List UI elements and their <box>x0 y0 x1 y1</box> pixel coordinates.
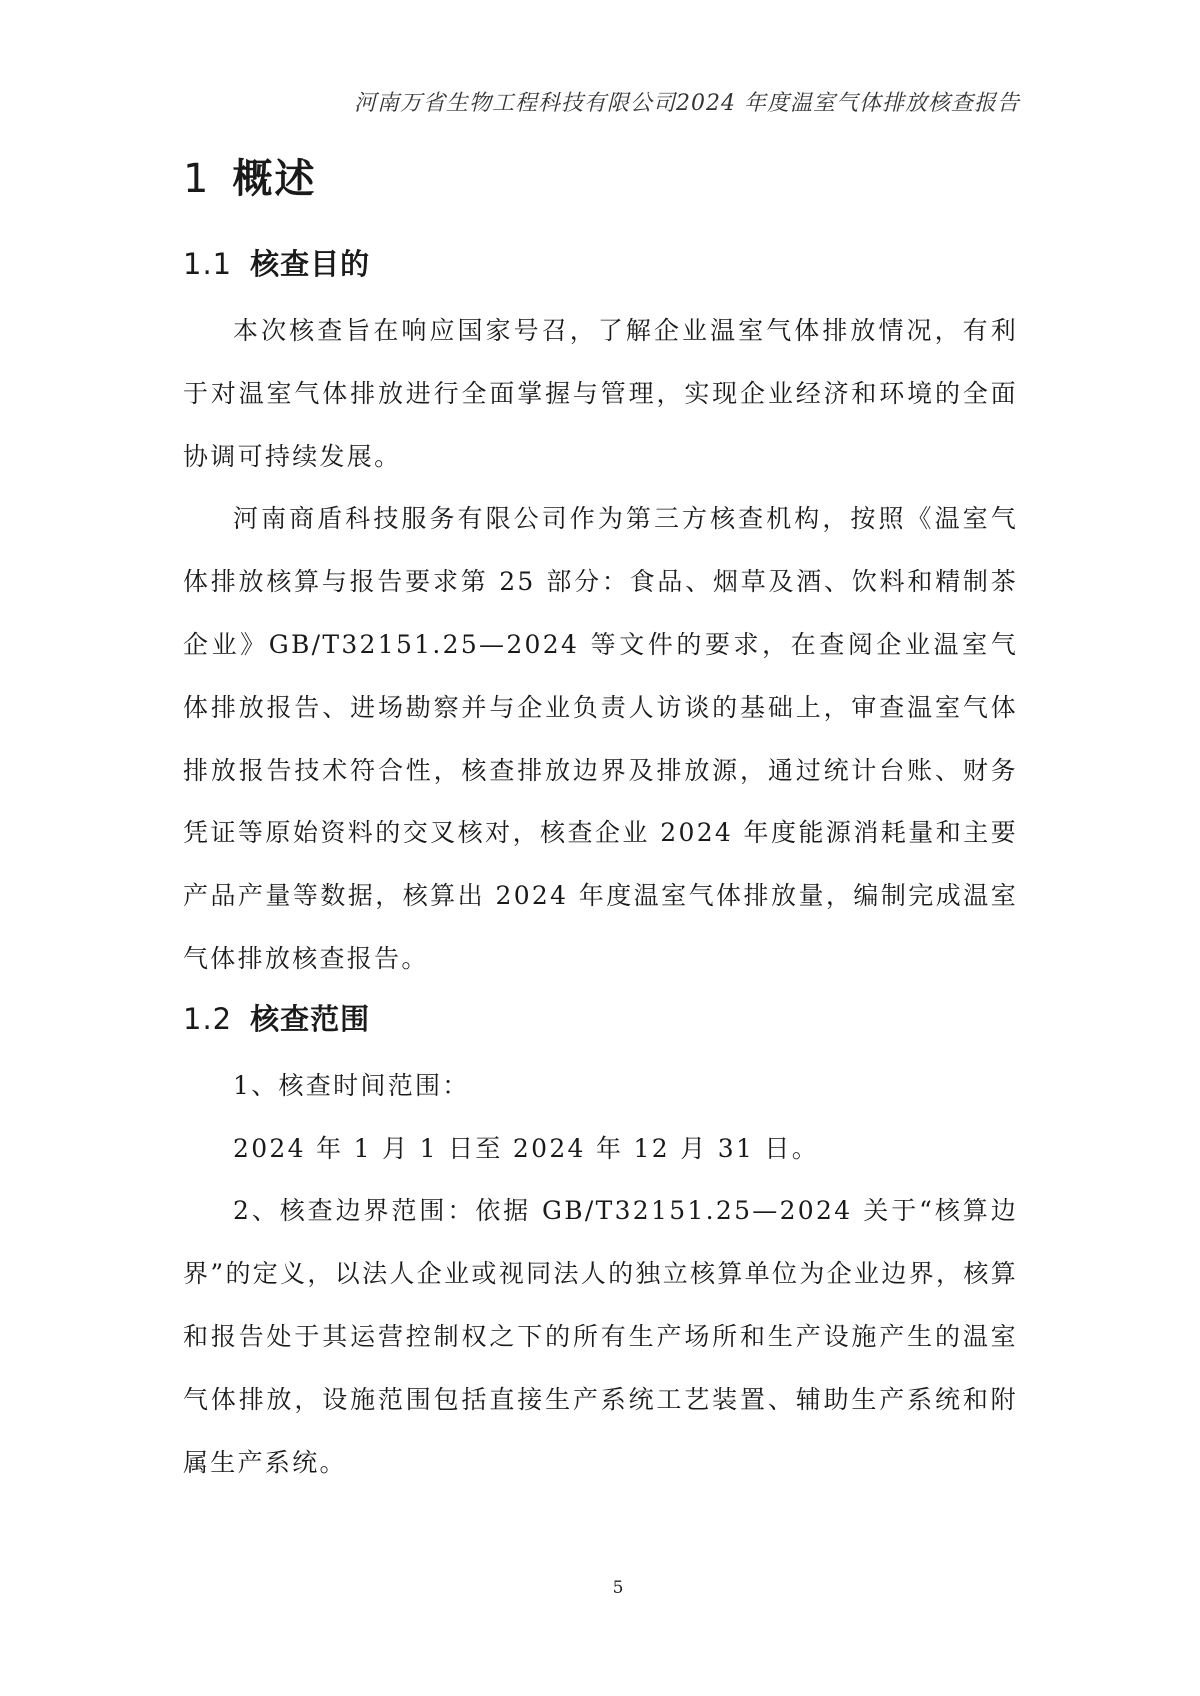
section-heading-block <box>183 240 1018 288</box>
chapter-number: 1 <box>183 156 211 202</box>
page-number: 5 <box>612 1578 624 1598</box>
body-paragraph: 河南商盾科技服务有限公司作为第三方核查机构，按照《温室气体排放核算与报告要求第 25 部分：食品、烟草及酒、饮料和精制茶企业》GB/T32151.25—2024 等文件的要求，在查阅企业温室气体排放报告、进场勘察并与企业负责人访谈的基础上，审查温室气体排放报告技术符合性，核查排放边界及排放源，通过统计台账、财务凭证等原始资料的交叉核对，核查企业 2024 年度能源消耗量和主要产品产量等数据，核算出 2024 年度温室气体排放量，编制完成温室气体排放核查报告。 <box>183 504 1018 973</box>
section-heading <box>183 995 1018 1043</box>
body-paragraph: 2024 年 1 月 1 日至 2024 年 12 月 31 日。 <box>233 1133 819 1163</box>
section-heading <box>183 240 1018 288</box>
section-title: 核查范围 <box>250 1001 371 1036</box>
body-paragraph: 本次核查旨在响应国家号召，了解企业温室气体排放情况，有利于对温室气体排放进行全面掌握与管理，实现企业经济和环境的全面协调可持续发展。 <box>183 316 1018 471</box>
section-title: 核查目的 <box>250 247 371 281</box>
section-number: 1.2 <box>183 1001 233 1036</box>
section-purpose <box>183 240 1018 991</box>
running-header: 河南万省生物工程科技有限公司2024 年度温室气体排放核查报告 <box>354 91 1020 116</box>
chapter-heading-block <box>183 150 1018 208</box>
section-number: 1.1 <box>183 247 233 281</box>
section-scope <box>183 995 1018 1495</box>
list-item-heading: 1、核查时间范围： <box>233 1070 470 1100</box>
body-paragraph: 2、核查边界范围：依据 GB/T32151.25—2024 关于“核算边界”的定义，以法人企业或视同法人的独立核算单位为企业边界，核算和报告处于其运营控制权之下的所有生产场所和生产设施产生的温室气体排放，设施范围包括直接生产系统工艺装置、辅助生产系统和附属生产系统。 <box>183 1196 1018 1477</box>
page-content <box>183 150 1018 1494</box>
chapter-title: 概述 <box>232 156 317 202</box>
chapter-heading <box>183 150 1018 208</box>
section-heading-block <box>183 995 1018 1043</box>
